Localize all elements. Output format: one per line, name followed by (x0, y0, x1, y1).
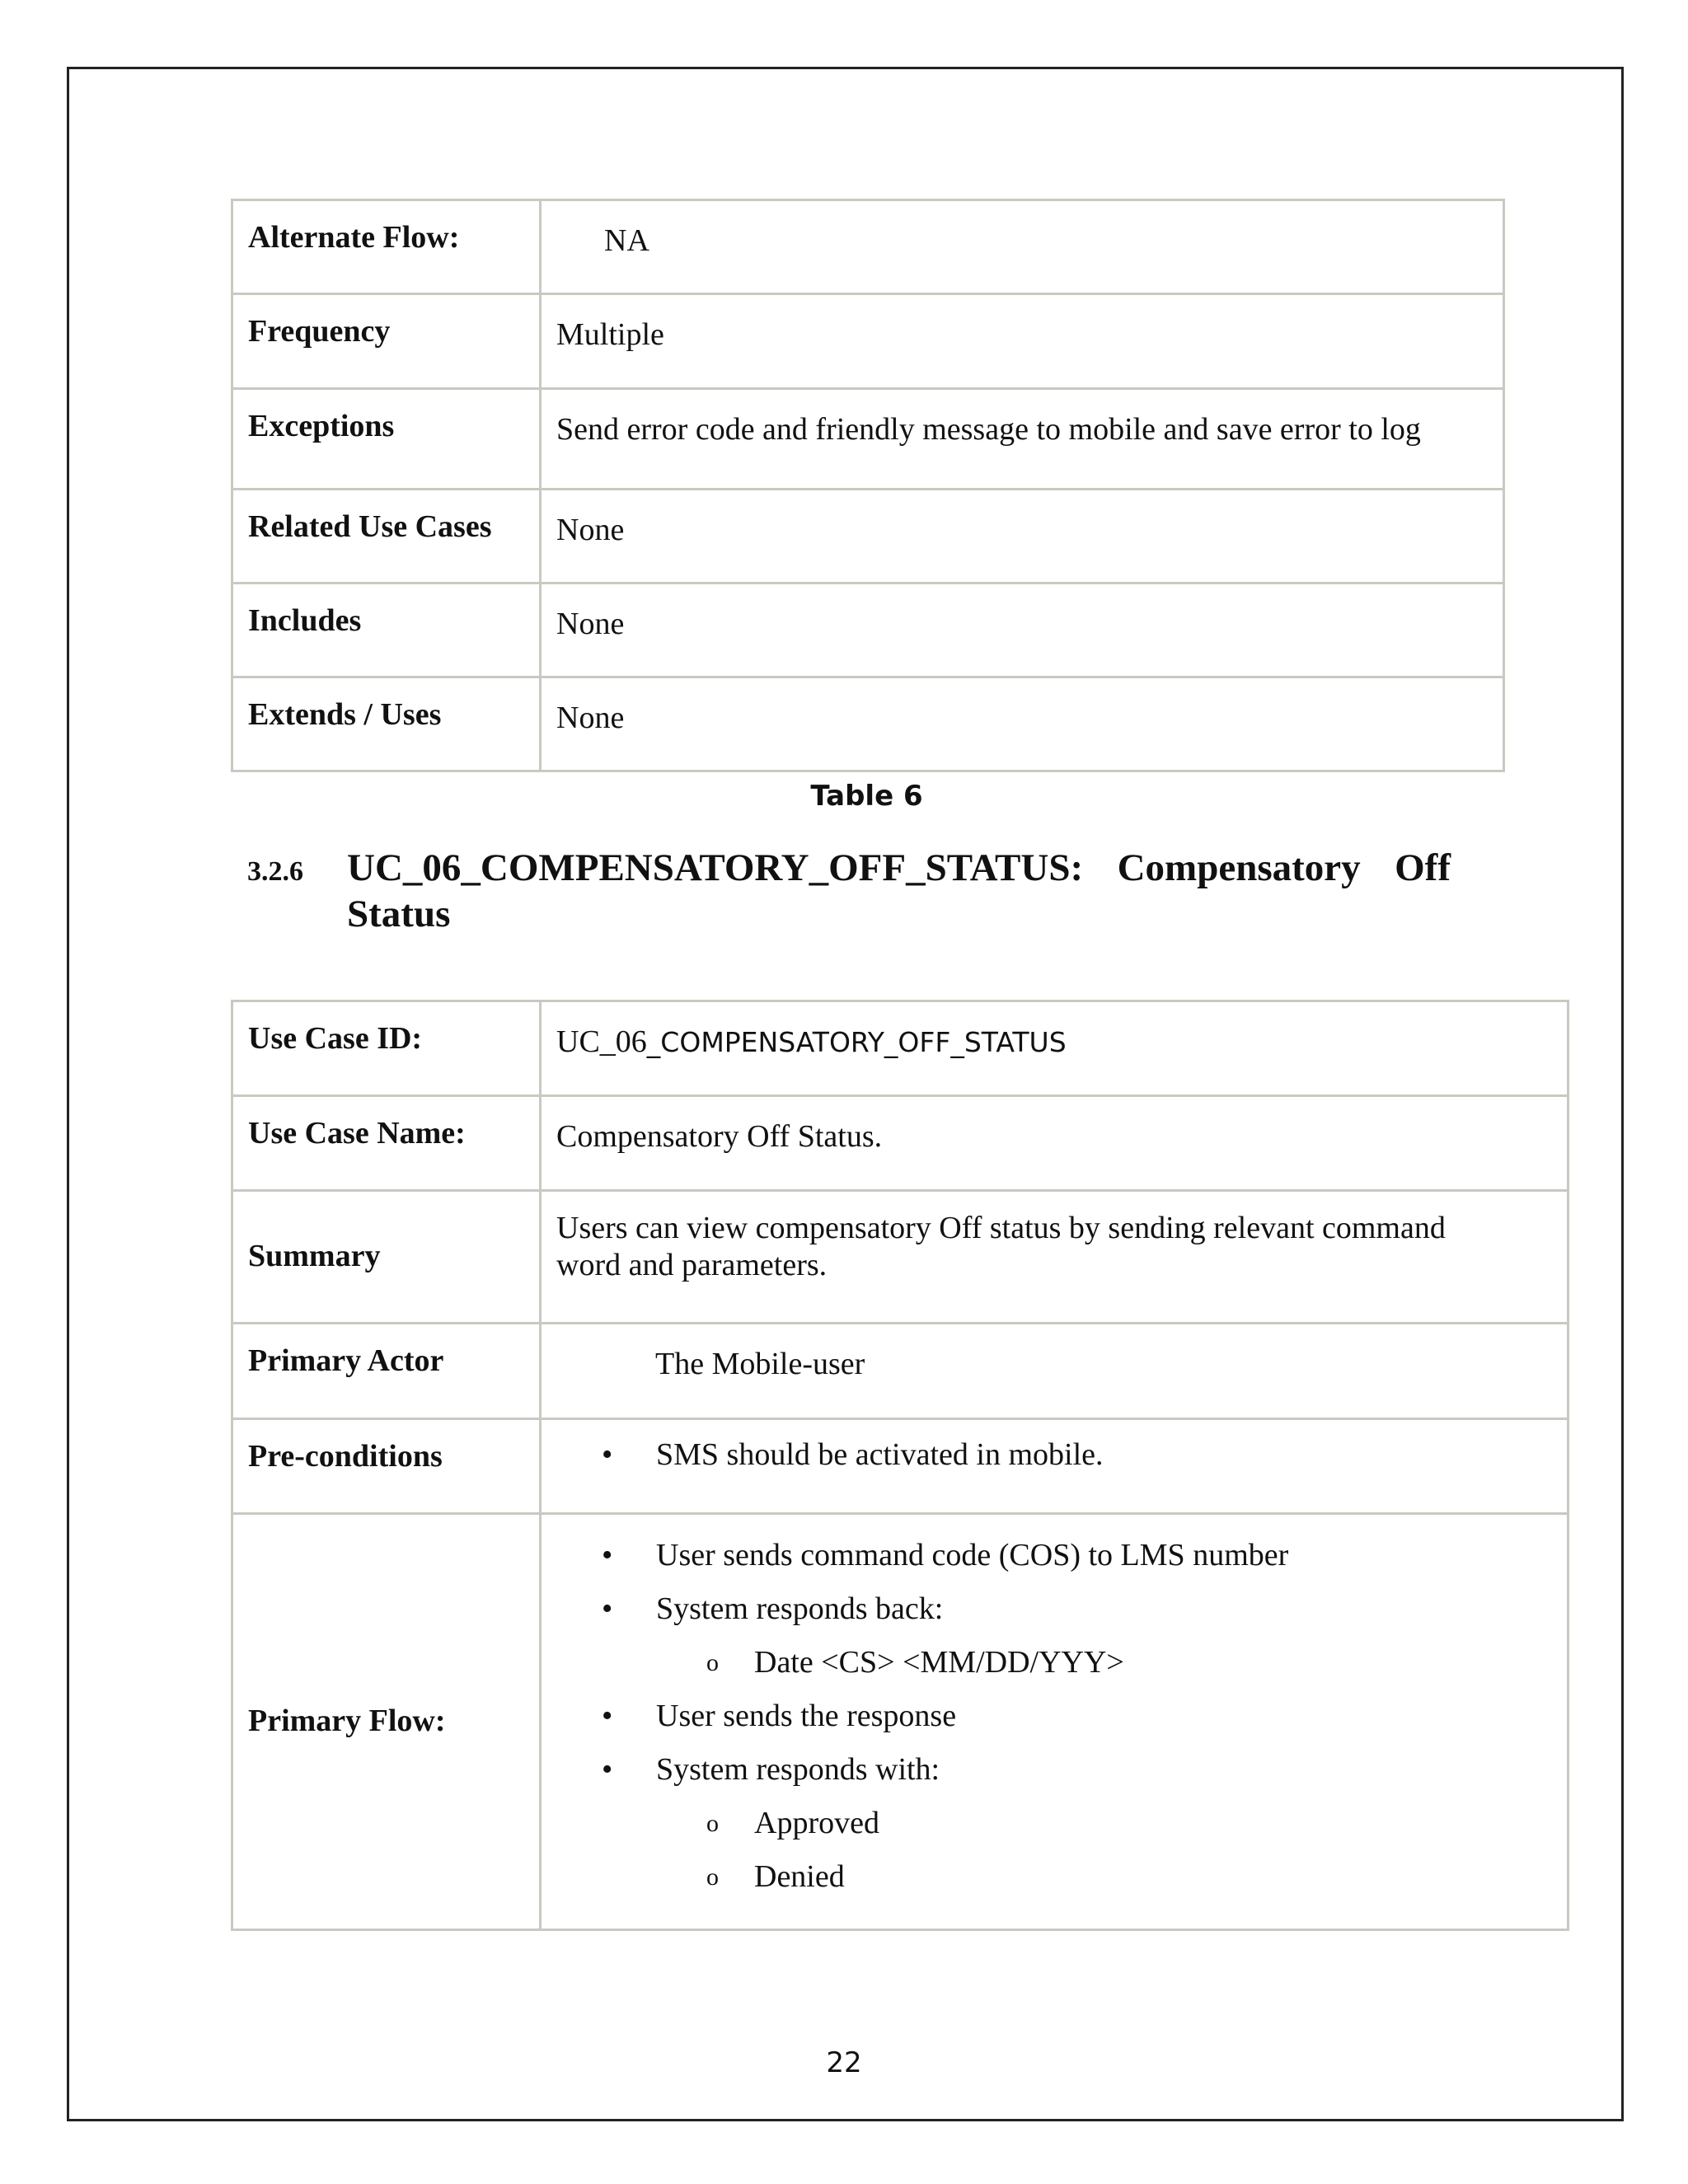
list-item-text: System responds back: (656, 1591, 944, 1626)
table-row (232, 490, 1504, 583)
list-item-text: User sends command code (COS) to LMS number (656, 1538, 1289, 1572)
sub-bullet-icon: o (706, 1649, 719, 1676)
list-item-text: SMS should be activated in mobile. (656, 1437, 1104, 1472)
use-case-name-label: Use Case Name: (232, 1096, 541, 1191)
table-row (232, 1419, 1568, 1514)
list-item (542, 1529, 1567, 1582)
use-case-id-suffix: _COMPENSATORY_OFF_STATUS (646, 1026, 1067, 1058)
list-item (542, 1428, 1567, 1482)
table-6 (231, 199, 1505, 772)
section-title: UC_06_COMPENSATORY_OFF_STATUS: Compensatory Off (347, 846, 1451, 889)
row-label: Includes (232, 583, 541, 677)
row-label: Frequency (232, 294, 541, 389)
list-item-text: System responds with: (656, 1752, 940, 1787)
table-row (232, 200, 1504, 294)
list-item (542, 1850, 1567, 1904)
bullet-icon: • (602, 1437, 613, 1472)
bullet-icon: • (602, 1699, 613, 1733)
primary-actor-label: Primary Actor (232, 1324, 541, 1419)
table-row (232, 1096, 1568, 1191)
list-item (542, 1690, 1567, 1743)
row-value: Send error code and friendly message to mobile and save error to log (541, 389, 1504, 490)
list-item (542, 1797, 1567, 1850)
use-case-id-prefix: UC_06 (556, 1024, 647, 1059)
use-case-name-value: Compensatory Off Status. (541, 1096, 1568, 1191)
sub-bullet-icon: o (706, 1810, 719, 1837)
page-number: 22 (826, 2046, 862, 2079)
row-value: None (541, 583, 1504, 677)
table-row (232, 389, 1504, 490)
table-caption: Table 6 (810, 780, 923, 813)
row-value: None (541, 490, 1504, 583)
sub-bullet-icon: o (706, 1863, 719, 1891)
list-item (542, 1743, 1567, 1797)
use-case-id-value (541, 1001, 1568, 1096)
bullet-icon: • (602, 1752, 613, 1787)
pre-conditions-list (542, 1428, 1567, 1482)
list-item-text: Approved (754, 1806, 879, 1840)
primary-actor-value: The Mobile-user (541, 1324, 1568, 1419)
summary-value: Users can view compensatory Off status by sending relevant command word and parameters. (541, 1191, 1568, 1324)
table-row (232, 1514, 1568, 1930)
list-item-text: User sends the response (656, 1699, 957, 1733)
row-label: Related Use Cases (232, 490, 541, 583)
primary-flow-value (541, 1514, 1568, 1930)
pre-conditions-value (541, 1419, 1568, 1514)
list-item (542, 1582, 1567, 1636)
table-row (232, 294, 1504, 389)
list-item-text: Date <CS> <MM/DD/YYY> (754, 1645, 1124, 1680)
row-value: None (541, 677, 1504, 771)
bullet-icon: • (602, 1538, 613, 1572)
row-label: Exceptions (232, 389, 541, 490)
primary-flow-label: Primary Flow: (232, 1514, 541, 1930)
section-title-continued: Status (347, 893, 451, 935)
row-label: Alternate Flow: (232, 200, 541, 294)
use-case-id-label: Use Case ID: (232, 1001, 541, 1096)
list-item (542, 1636, 1567, 1690)
section-number: 3.2.6 (247, 856, 303, 887)
table-row (232, 1324, 1568, 1419)
row-value: Multiple (541, 294, 1504, 389)
primary-flow-list (542, 1529, 1567, 1904)
table-row (232, 583, 1504, 677)
row-value: NA (541, 200, 1504, 294)
table-row (232, 1001, 1568, 1096)
table-row (232, 677, 1504, 771)
use-case-table (231, 1000, 1569, 1931)
list-item-text: Denied (754, 1859, 845, 1894)
summary-label: Summary (232, 1191, 541, 1324)
bullet-icon: • (602, 1591, 613, 1626)
row-label: Extends / Uses (232, 677, 541, 771)
pre-conditions-label: Pre-conditions (232, 1419, 541, 1514)
table-row (232, 1191, 1568, 1324)
